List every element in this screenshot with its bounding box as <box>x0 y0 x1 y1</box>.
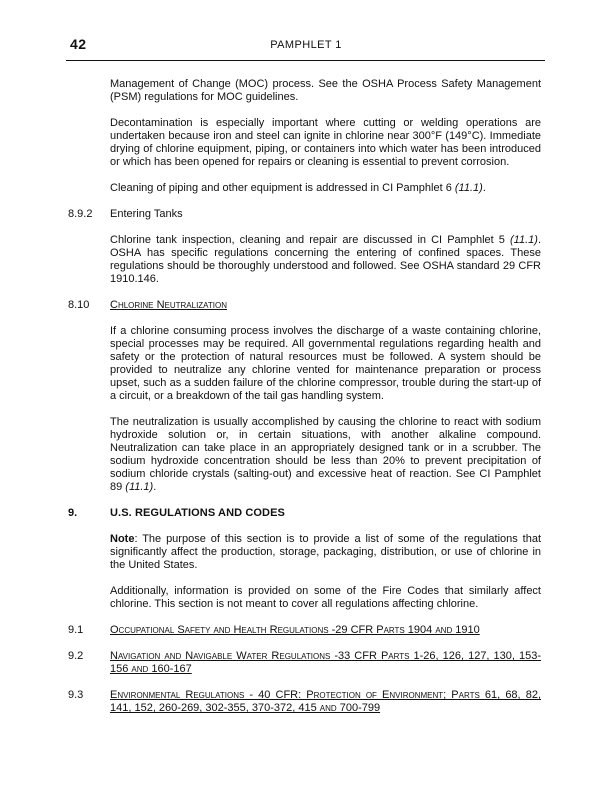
header-rule <box>66 60 545 61</box>
page-header <box>68 36 541 54</box>
section-title: Occupational Safety and Health Regulations -29 CFR Parts 1904 and 1910 <box>110 624 480 636</box>
paragraph-text: Management of Change (MOC) process. See the OSHA Process Safety Management (PSM) regulations for MOC guidelines. <box>110 78 541 103</box>
section-title: Chlorine Neutralization <box>110 299 228 311</box>
paragraph-text: Chlorine tank inspection, cleaning and repair are discussed in CI Pamphlet 5 <box>110 234 511 246</box>
paragraph-text: Decontamination is especially important where cutting or welding operations are undertaken because iron and steel can ignite in chlorine near 300°F (149°C). Immediate drying of chlorine equipment, piping, or containers into which water has been introduced or which has been opened for repairs or cleaning is essential to prevent corrosion. <box>110 117 541 168</box>
paragraph-text: . <box>153 481 157 493</box>
section-heading-9-3 <box>68 689 541 715</box>
paragraph-text: . <box>482 182 486 194</box>
section-heading-8-10 <box>68 299 541 312</box>
section-heading-9-2 <box>68 650 541 676</box>
pamphlet-reference: (11.1) <box>125 481 154 493</box>
note-label: Note <box>110 533 135 545</box>
section-title: Navigation and Navigable Water Regulations -33 CFR Parts 1-26, 126, 127, 130, 153-156 and 160-167 <box>110 650 541 675</box>
section-number: 9.1 <box>68 624 84 636</box>
section-number: 8.10 <box>68 299 90 311</box>
section-number: 9.2 <box>68 650 84 662</box>
section-heading-9 <box>68 507 541 520</box>
paragraph-cleaning <box>110 182 541 195</box>
paragraph-text: If a chlorine consuming process involves the discharge of a waste containing chlorine, special processes may be required. All governmental regulations regarding health and safety or the protection of natural resources must be followed. A system should be provided to neutralize any chlorine vented for maintenance preparation or process upset, such as a sudden failure of the chlorine compressor, trouble during the start-up of a circuit, or a breakdown of the tail gas handling system. <box>110 325 541 402</box>
header-title: PAMPHLET 1 <box>270 39 342 51</box>
section-title: U.S. REGULATIONS AND CODES <box>110 507 285 519</box>
paragraph-additionally <box>110 585 541 611</box>
section-number: 9.3 <box>68 689 84 701</box>
paragraph-text: Additionally, information is provided on some of the Fire Codes that similarly affect chlorine. This section is not meant to cover all regulations affecting chlorine. <box>110 585 541 610</box>
pamphlet-reference: (11.1) <box>454 182 483 194</box>
paragraph-text: . OSHA has specific regulations concerning the entering of confined spaces. These regulations should be thoroughly understood and followed. See OSHA standard 29 CFR 1910.146. <box>110 234 541 285</box>
section-title: Entering Tanks <box>110 208 183 220</box>
paragraph-text: The neutralization is usually accomplished by causing the chlorine to react with sodium hydroxide solution or, in certain situations, with another alkaline compound. Neutralization can take place in an appropriately designed tank or in a scrubber. The sodium hydroxide concentration should be less than 20% to prevent precipitation of sodium chloride crystals (salting-out) and excessive heat of reaction. See CI Pamphlet 89 <box>110 416 541 493</box>
paragraph-neutralization-1 <box>110 325 541 403</box>
paragraph-moc <box>110 78 541 104</box>
paragraph-text: : The purpose of this section is to provide a list of some of the regulations that significantly affect the production, storage, packaging, distribution, or use of chlorine in the United States. <box>110 533 541 571</box>
pamphlet-reference: (11.1) <box>510 234 538 246</box>
paragraph-note <box>110 533 541 572</box>
page-number: 42 <box>70 36 87 52</box>
section-title: Environmental Regulations - 40 CFR: Protection of Environment; Parts 61, 68, 82, 141, 152, 260-269, 302-355, 370-372, 415 and 700-799 <box>110 689 541 714</box>
section-heading-9-1 <box>68 624 541 637</box>
section-heading-8-9-2 <box>68 208 541 221</box>
section-number: 9. <box>68 507 78 519</box>
paragraph-text: Cleaning of piping and other equipment is addressed in CI Pamphlet 6 <box>110 182 455 194</box>
paragraph-decontamination <box>110 117 541 169</box>
paragraph-entering-tanks <box>110 234 541 286</box>
page-content <box>68 78 541 715</box>
paragraph-neutralization-2 <box>110 416 541 494</box>
section-number: 8.9.2 <box>68 208 93 220</box>
